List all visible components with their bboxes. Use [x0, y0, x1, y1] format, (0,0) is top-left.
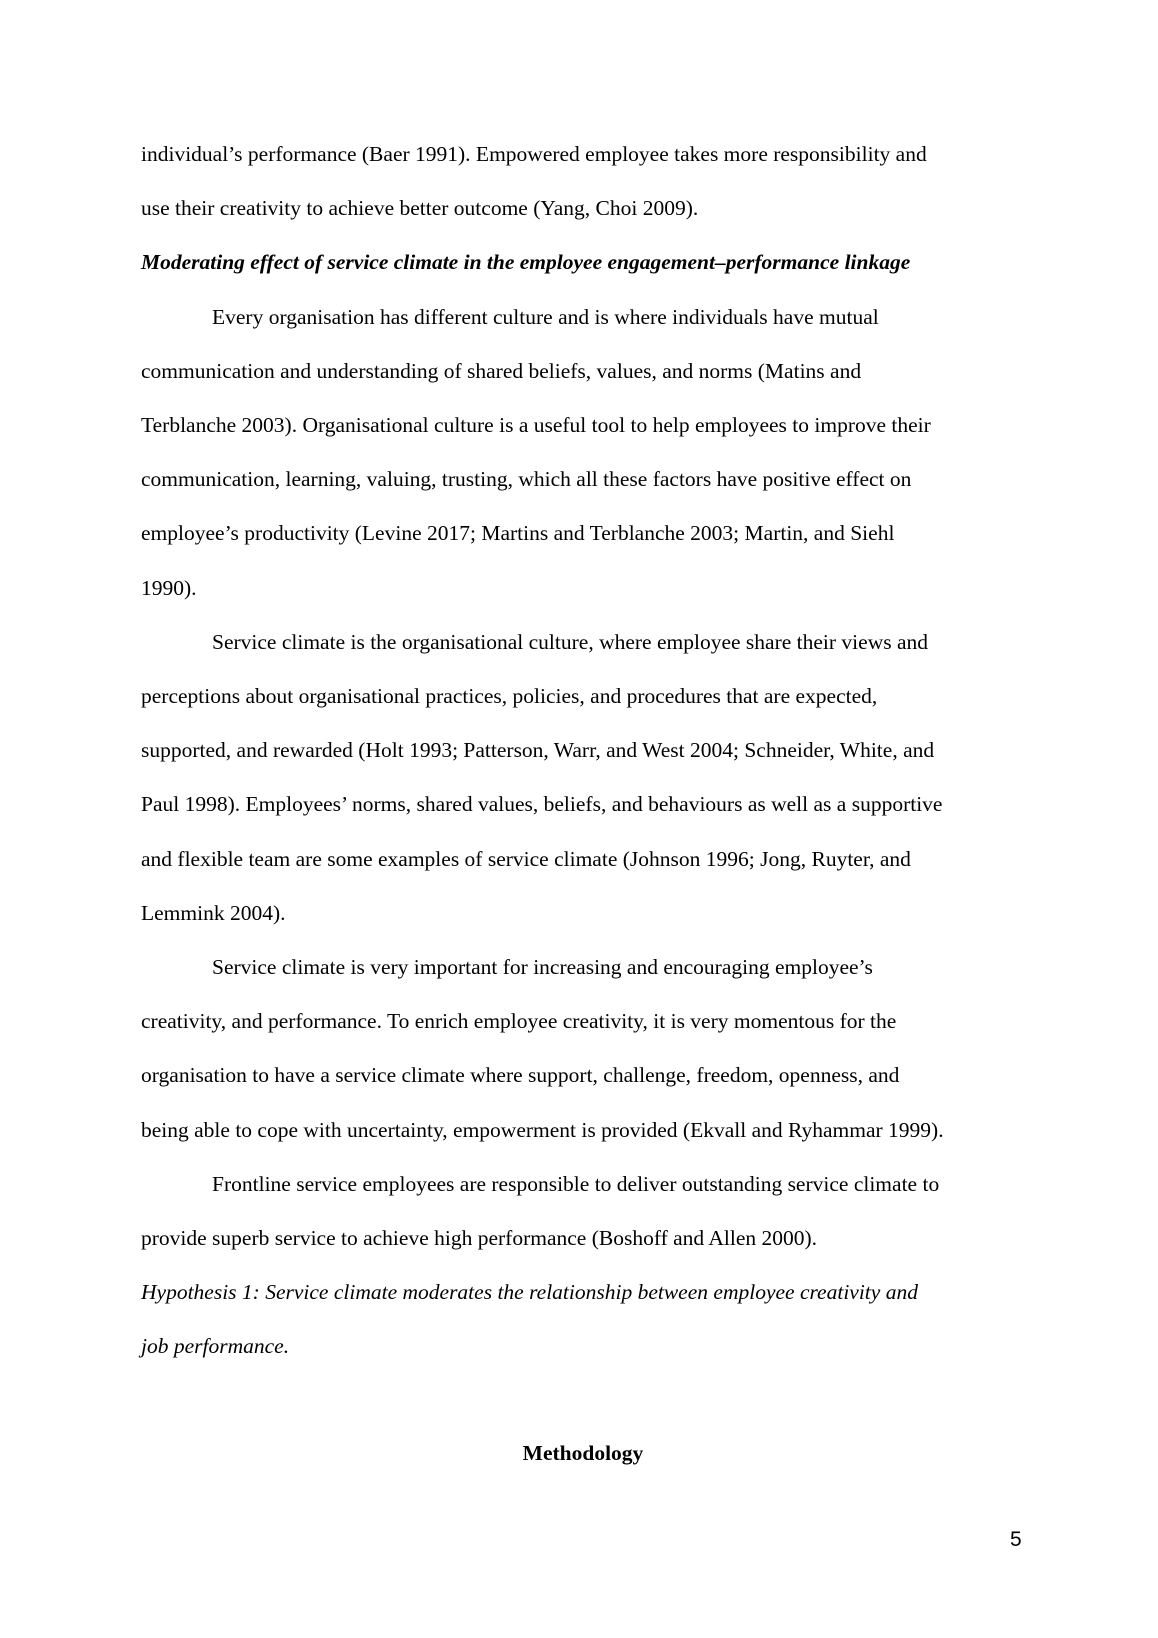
body-paragraph-creativity: [141, 940, 1025, 1157]
text-line: Frontline service employees are responsible to deliver outstanding service climate to: [212, 1171, 940, 1196]
intro-paragraph: [141, 127, 1025, 235]
text-line: job performance.: [141, 1334, 290, 1359]
body-paragraph-culture: [141, 290, 1025, 615]
text-line: use their creativity to achieve better outcome (Yang, Choi 2009).: [141, 196, 699, 221]
body-paragraph-service-climate: [141, 615, 1025, 940]
text-line: perceptions about organisational practices, policies, and procedures that are expected,: [141, 684, 878, 709]
text-line: creativity, and performance. To enrich employee creativity, it is very momentous for the: [141, 1009, 897, 1034]
body-paragraph-frontline: [141, 1157, 1025, 1265]
text-line: organisation to have a service climate where support, challenge, freedom, openness, and: [141, 1063, 900, 1088]
document-page: [141, 127, 1025, 1465]
text-line: communication and understanding of shared beliefs, values, and norms (Matins and: [141, 358, 862, 383]
text-line: Lemmink 2004).: [141, 900, 286, 925]
text-line: communication, learning, valuing, trusting, which all these factors have positive effect on: [141, 467, 912, 492]
text-line: being able to cope with uncertainty, empowerment is provided (Ekvall and Ryhammar 1999).: [141, 1117, 944, 1142]
text-line: supported, and rewarded (Holt 1993; Patterson, Warr, and West 2004; Schneider, White, and: [141, 738, 935, 763]
text-line: Every organisation has different culture and is where individuals have mutual: [212, 304, 879, 329]
text-line: individual’s performance (Baer 1991). Empowered employee takes more responsibility and: [141, 142, 927, 166]
text-line: Paul 1998). Employees’ norms, shared values, beliefs, and behaviours as well as a supportive: [141, 792, 943, 817]
page-number: 5: [1010, 1528, 1022, 1551]
text-line: Hypothesis 1: Service climate moderates the relationship between employee creativity and: [141, 1280, 918, 1305]
text-line: Service climate is the organisational culture, where employee share their views and: [212, 629, 929, 654]
text-line: Terblanche 2003). Organisational culture is a useful tool to help employees to improve their: [141, 413, 931, 438]
text-line: employee’s productivity (Levine 2017; Martins and Terblanche 2003; Martin, and Siehl: [141, 521, 895, 546]
text-line: Service climate is very important for increasing and encouraging employee’s: [212, 955, 873, 980]
text-line: 1990).: [141, 575, 197, 600]
hypothesis: [141, 1265, 1025, 1373]
subheading: Moderating effect of service climate in the employee engagement–performance linkage: [141, 250, 911, 275]
text-line: and flexible team are some examples of service climate (Johnson 1996; Jong, Ruyter, and: [141, 846, 911, 871]
text-line: provide superb service to achieve high performance (Boshoff and Allen 2000).: [141, 1226, 818, 1251]
section-title: Methodology: [522, 1441, 644, 1465]
